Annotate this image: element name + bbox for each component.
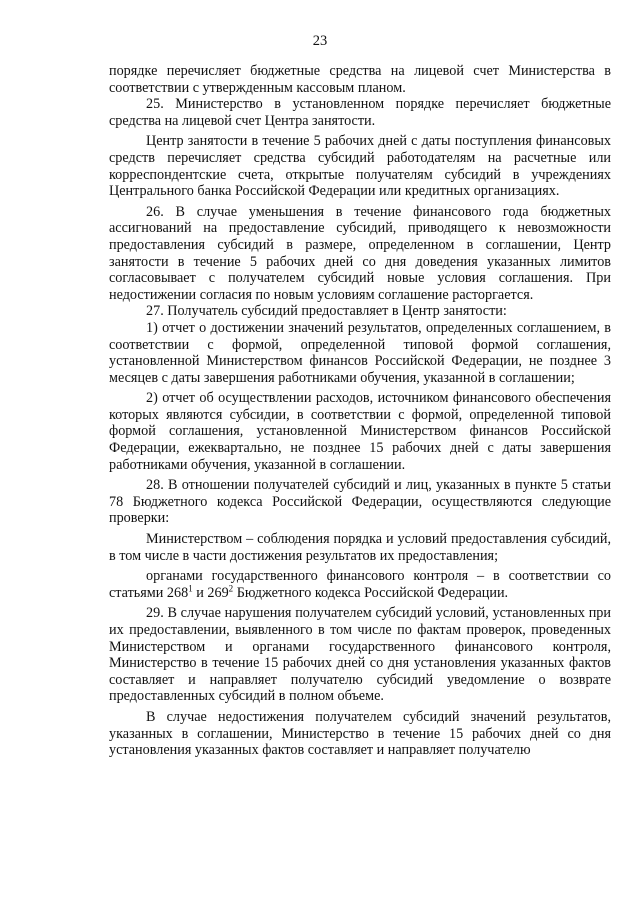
- paragraph-28-control-bodies: [109, 568, 611, 601]
- paragraph-continuation: порядке перечисляет бюджетные средства на лицевой счет Министерства в соответствии с утвержденным кассовым планом.: [109, 63, 611, 96]
- control-bodies-text-start: органами государственного финансового контроля – в соответствии со статьями 268: [109, 568, 611, 601]
- superscript-1: 1: [188, 583, 193, 594]
- paragraph-28-ministry: Министерством – соблюдения порядка и условий предоставления субсидий, в том числе в части достижения результатов их предоставления;: [109, 531, 611, 564]
- control-bodies-text-middle: и 269: [192, 584, 229, 601]
- page-number: 23: [312, 33, 328, 49]
- paragraph-27-item-2: 2) отчет об осуществлении расходов, источником финансового обеспечения которых являются субсидии, в соответствии с формой, определенной типовой формой соглашения, установленной Министерством финансов Российской Федерации, ежеквартально, не позднее 15 рабочих дней с даты завершения работниками обучения, указанной в соглашении.: [109, 390, 611, 473]
- paragraph-employment-center: Центр занятости в течение 5 рабочих дней с даты поступления финансовых средств перечисляет средства субсидий работодателям на расчетные или корреспондентские счета, открытые получателям субсидий в учреждениях Центрального банка Российской Федерации или кредитных организациях.: [109, 133, 611, 200]
- paragraph-27-item-1: 1) отчет о достижении значений результатов, определенных соглашением, в соответствии с формой, определенной типовой формой соглашения, установленной Министерством финансов Российской Федерации, не позднее 3 месяцев с даты завершения работниками обучения, указанной в соглашении;: [109, 319, 611, 386]
- document-body: [109, 63, 611, 759]
- paragraph-25: 25. Министерство в установленном порядке перечисляет бюджетные средства на лицевой счет Центра занятости.: [109, 96, 611, 129]
- paragraph-29-nonachievement: В случае недостижения получателем субсидий значений результатов, указанных в соглашении, Министерство в течение 15 рабочих дней со дня установления указанных фактов составляет и направляет получателю: [109, 708, 611, 759]
- paragraph-29: 29. В случае нарушения получателем субсидий условий, установленных при их предоставлении, выявленного в том числе по фактам проверок, проведенных Министерством и органами государственного финансового контроля, Министерство в течение 15 рабочих дней со дня установления указанных фактов составляет и направляет получателю субсидий уведомление о возврате предоставленных субсидий в полном объеме.: [109, 605, 611, 705]
- paragraph-28: 28. В отношении получателей субсидий и лиц, указанных в пункте 5 статьи 78 Бюджетного кодекса Российской Федерации, осуществляются следующие проверки:: [109, 477, 611, 527]
- superscript-2: 2: [228, 583, 234, 594]
- paragraph-27: 27. Получатель субсидий предоставляет в Центр занятости:: [146, 303, 507, 320]
- control-bodies-text-end: Бюджетного кодекса Российской Федерации.: [233, 584, 509, 601]
- paragraph-26: 26. В случае уменьшения в течение финансового года бюджетных ассигнований на предоставление субсидий, приводящего к невозможности предоставления субсидий в размере, определенном в соглашении, Центр занятости в течение 5 рабочих дней со дня доведения указанных лимитов согласовывает с получателем субсидий новые условия соглашения. При недостижении согласия по новым условиям соглашение расторгается.: [109, 203, 611, 303]
